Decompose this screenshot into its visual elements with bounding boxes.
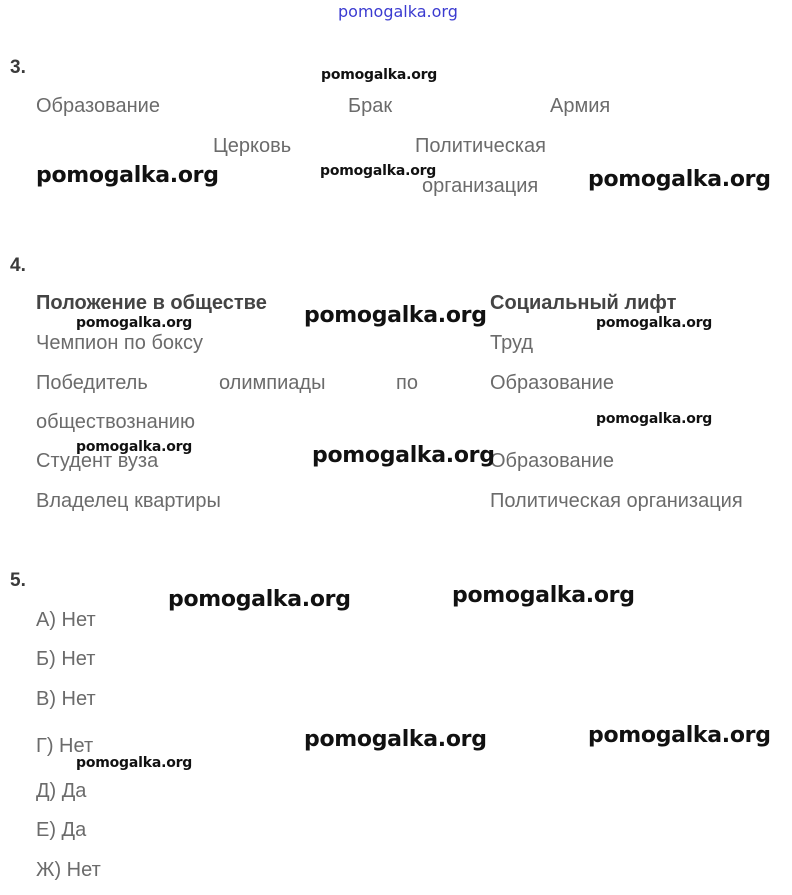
q4-right-item: Политическая организация	[490, 490, 743, 512]
q3-item-organization: организация	[422, 175, 539, 197]
watermark: pomogalka.org	[321, 67, 438, 83]
watermark: pomogalka.org	[312, 443, 495, 468]
q4-left-item: Чемпион по боксу	[36, 332, 203, 354]
question-3-number: 3.	[10, 57, 26, 78]
q3-item-education: Образование	[36, 95, 160, 117]
q4-left-item: Владелец квартиры	[36, 490, 221, 512]
watermark-top: pomogalka.org	[338, 2, 458, 21]
watermark: pomogalka.org	[320, 163, 437, 179]
q4-left-item: по	[396, 372, 418, 394]
q4-right-item: Образование	[490, 372, 614, 394]
watermark: pomogalka.org	[168, 587, 351, 612]
watermark: pomogalka.org	[304, 303, 487, 328]
watermark: pomogalka.org	[36, 163, 219, 188]
q4-left-item: олимпиады	[219, 372, 326, 394]
q5-answer: Ж) Нет	[36, 859, 101, 881]
q5-answer: Б) Нет	[36, 648, 96, 670]
q3-item-church: Церковь	[213, 135, 292, 157]
q4-left-item: Студент вуза	[36, 450, 159, 472]
q4-header-position: Положение в обществе	[36, 292, 267, 314]
q5-answer: Д) Да	[36, 780, 87, 802]
q5-answer: В) Нет	[36, 688, 96, 710]
q3-item-army: Армия	[550, 95, 611, 117]
watermark: pomogalka.org	[596, 315, 713, 331]
watermark: pomogalka.org	[596, 411, 713, 427]
q5-answer: Е) Да	[36, 819, 87, 841]
watermark: pomogalka.org	[76, 755, 193, 771]
q5-answer: Г) Нет	[36, 735, 94, 757]
q4-left-item: Победитель	[36, 372, 148, 394]
q4-left-item: обществознанию	[36, 411, 195, 433]
watermark: pomogalka.org	[588, 723, 771, 748]
q3-item-marriage: Брак	[348, 95, 393, 117]
watermark: pomogalka.org	[304, 727, 487, 752]
watermark: pomogalka.org	[452, 583, 635, 608]
q4-right-item: Труд	[490, 332, 533, 354]
q3-item-political: Политическая	[415, 135, 546, 157]
q5-answer: А) Нет	[36, 609, 96, 631]
question-5-number: 5.	[10, 570, 26, 591]
watermark: pomogalka.org	[76, 439, 193, 455]
watermark: pomogalka.org	[588, 167, 771, 192]
q4-header-lift: Социальный лифт	[490, 292, 677, 314]
watermark: pomogalka.org	[76, 315, 193, 331]
question-4-number: 4.	[10, 255, 26, 276]
q4-right-item: Образование	[490, 450, 614, 472]
